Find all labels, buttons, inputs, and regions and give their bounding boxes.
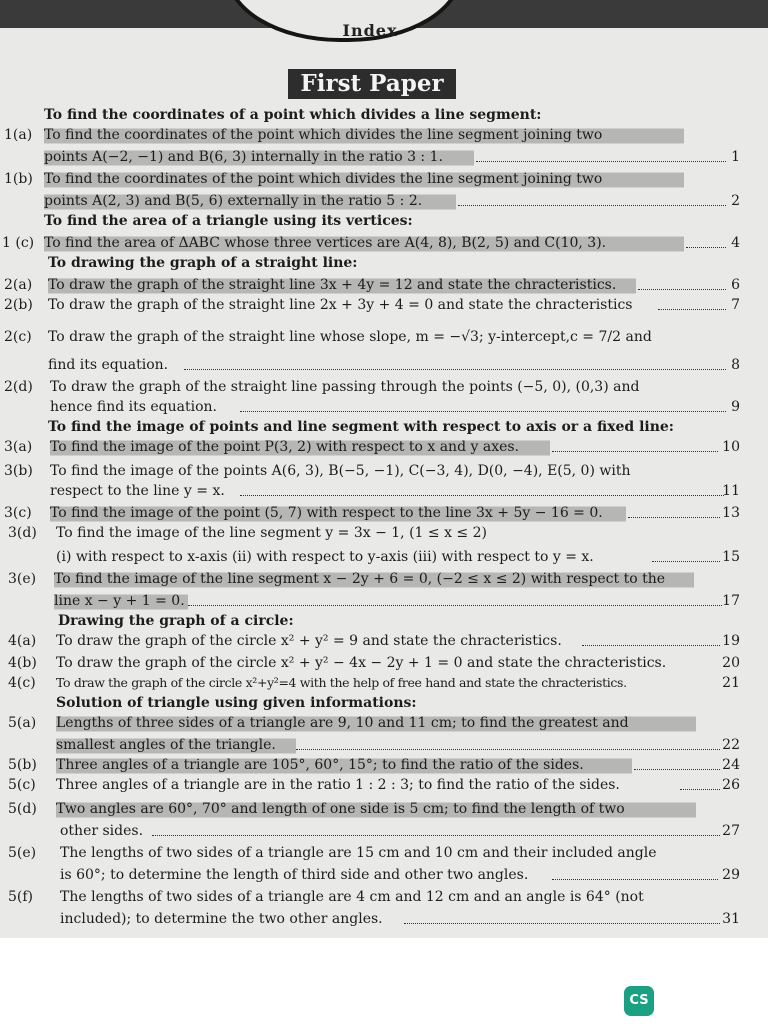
toc-entry: 5(c) Three angles of a triangle are in the ratio 1 : 2 : 3; to find the ratio of the sides. 26 (0, 774, 768, 796)
toc-entry: 3(b) To find the image of the points A(6, 3), B(−5, −1), C(−3, 4), D(0, −4), E(5, 0) with (4, 463, 631, 479)
toc-entry-cont: included); to determine the two other angles. 31 (0, 908, 768, 930)
toc-entry-cont: other sides. 27 (0, 820, 768, 842)
toc-entry-cont: respect to the line y = x. 11 (0, 480, 768, 502)
section-heading: Solution of triangle using given informations: (56, 695, 417, 711)
toc-entry: 5(e) The lengths of two sides of a triangle are 15 cm and 10 cm and their included angle (8, 845, 657, 861)
index-title-partial: Index (342, 24, 398, 36)
toc-entry: 3(e) To find the image of the line segment x − 2y + 6 = 0, (−2 ≤ x ≤ 2) with respect to the (0, 568, 768, 590)
camscanner-logo: CS (624, 986, 654, 1016)
toc-entry: 3(c) To find the image of the point (5, 7) with respect to the line 3x + 5y − 16 = 0. 13 (0, 502, 768, 524)
toc-entry-cont: hence find its equation. 9 (0, 396, 768, 418)
toc-entry-cont: find its equation. 8 (0, 354, 768, 376)
toc-entry: 5(b) Three angles of a triangle are 105°, 60°, 15°; to find the ratio of the sides. 24 (0, 754, 768, 776)
toc-entry: 4(a) To draw the graph of the circle x² + y² = 9 and state the chracteristics. 19 (0, 630, 768, 652)
section-heading: Drawing the graph of a circle: (58, 613, 294, 629)
toc-entry: 2(b) To draw the graph of the straight line 2x + 3y + 4 = 0 and state the chracteristics 7 (0, 294, 768, 316)
toc-entry: 1(a) To find the coordinates of the point which divides the line segment joining two (0, 124, 768, 146)
toc-entry-cont: is 60°; to determine the length of third side and other two angles. 29 (0, 864, 768, 886)
toc-entry: 5(a) Lengths of three sides of a triangle are 9, 10 and 11 cm; to find the greatest and (0, 712, 768, 734)
toc-entry: 4(b) To draw the graph of the circle x² + y² − 4x − 2y + 1 = 0 and state the chracteristics. 20 (8, 655, 740, 671)
section-banner: First Paper (288, 69, 456, 99)
toc-entry: 4(c) To draw the graph of the circle x²+y²=4 with the help of free hand and state the chracteristics. 21 (8, 675, 740, 691)
toc-entry-cont: points A(−2, −1) and B(6, 3) internally in the ratio 3 : 1. 1 (0, 146, 768, 168)
toc-entry: 3(d) To find the image of the line segment y = 3x − 1, (1 ≤ x ≤ 2) (8, 525, 487, 541)
toc-entry-cont: line x − y + 1 = 0. 17 (0, 590, 768, 612)
section-heading: To drawing the graph of a straight line: (48, 255, 358, 271)
section-heading: To find the coordinates of a point which divides a line segment: (44, 107, 542, 123)
toc-entry-cont: points A(2, 3) and B(5, 6) externally in the ratio 5 : 2. 2 (0, 190, 768, 212)
toc-entry: 2(d) To draw the graph of the straight line passing through the points (−5, 0), (0,3) and (4, 379, 640, 395)
toc-entry-cont: smallest angles of the triangle. 22 (0, 734, 768, 756)
toc-entry: 1 (c) To find the area of ΔABC whose three vertices are A(4, 8), B(2, 5) and C(10, 3). 4 (0, 232, 768, 254)
toc-entry-cont: (i) with respect to x-axis (ii) with respect to y-axis (iii) with respect to y = x. 15 (0, 546, 768, 568)
toc-entry: 5(f) The lengths of two sides of a triangle are 4 cm and 12 cm and an angle is 64° (not (8, 889, 644, 905)
toc-entry: 5(d) Two angles are 60°, 70° and length of one side is 5 cm; to find the length of two (0, 798, 768, 820)
toc-entry: 1(b) To find the coordinates of the point which divides the line segment joining two (0, 168, 768, 190)
section-heading: To find the image of points and line segment with respect to axis or a fixed line: (48, 419, 674, 435)
toc-entry: 3(a) To find the image of the point P(3, 2) with respect to x and y axes. 10 (0, 436, 768, 458)
section-heading: To find the area of a triangle using its vertices: (44, 213, 413, 229)
toc-entry: 2(a) To draw the graph of the straight line 3x + 4y = 12 and state the chracteristics. 6 (0, 274, 768, 296)
toc-entry: 2(c) To draw the graph of the straight line whose slope, m = −√3; y-intercept,c = 7/2 and (4, 329, 652, 345)
